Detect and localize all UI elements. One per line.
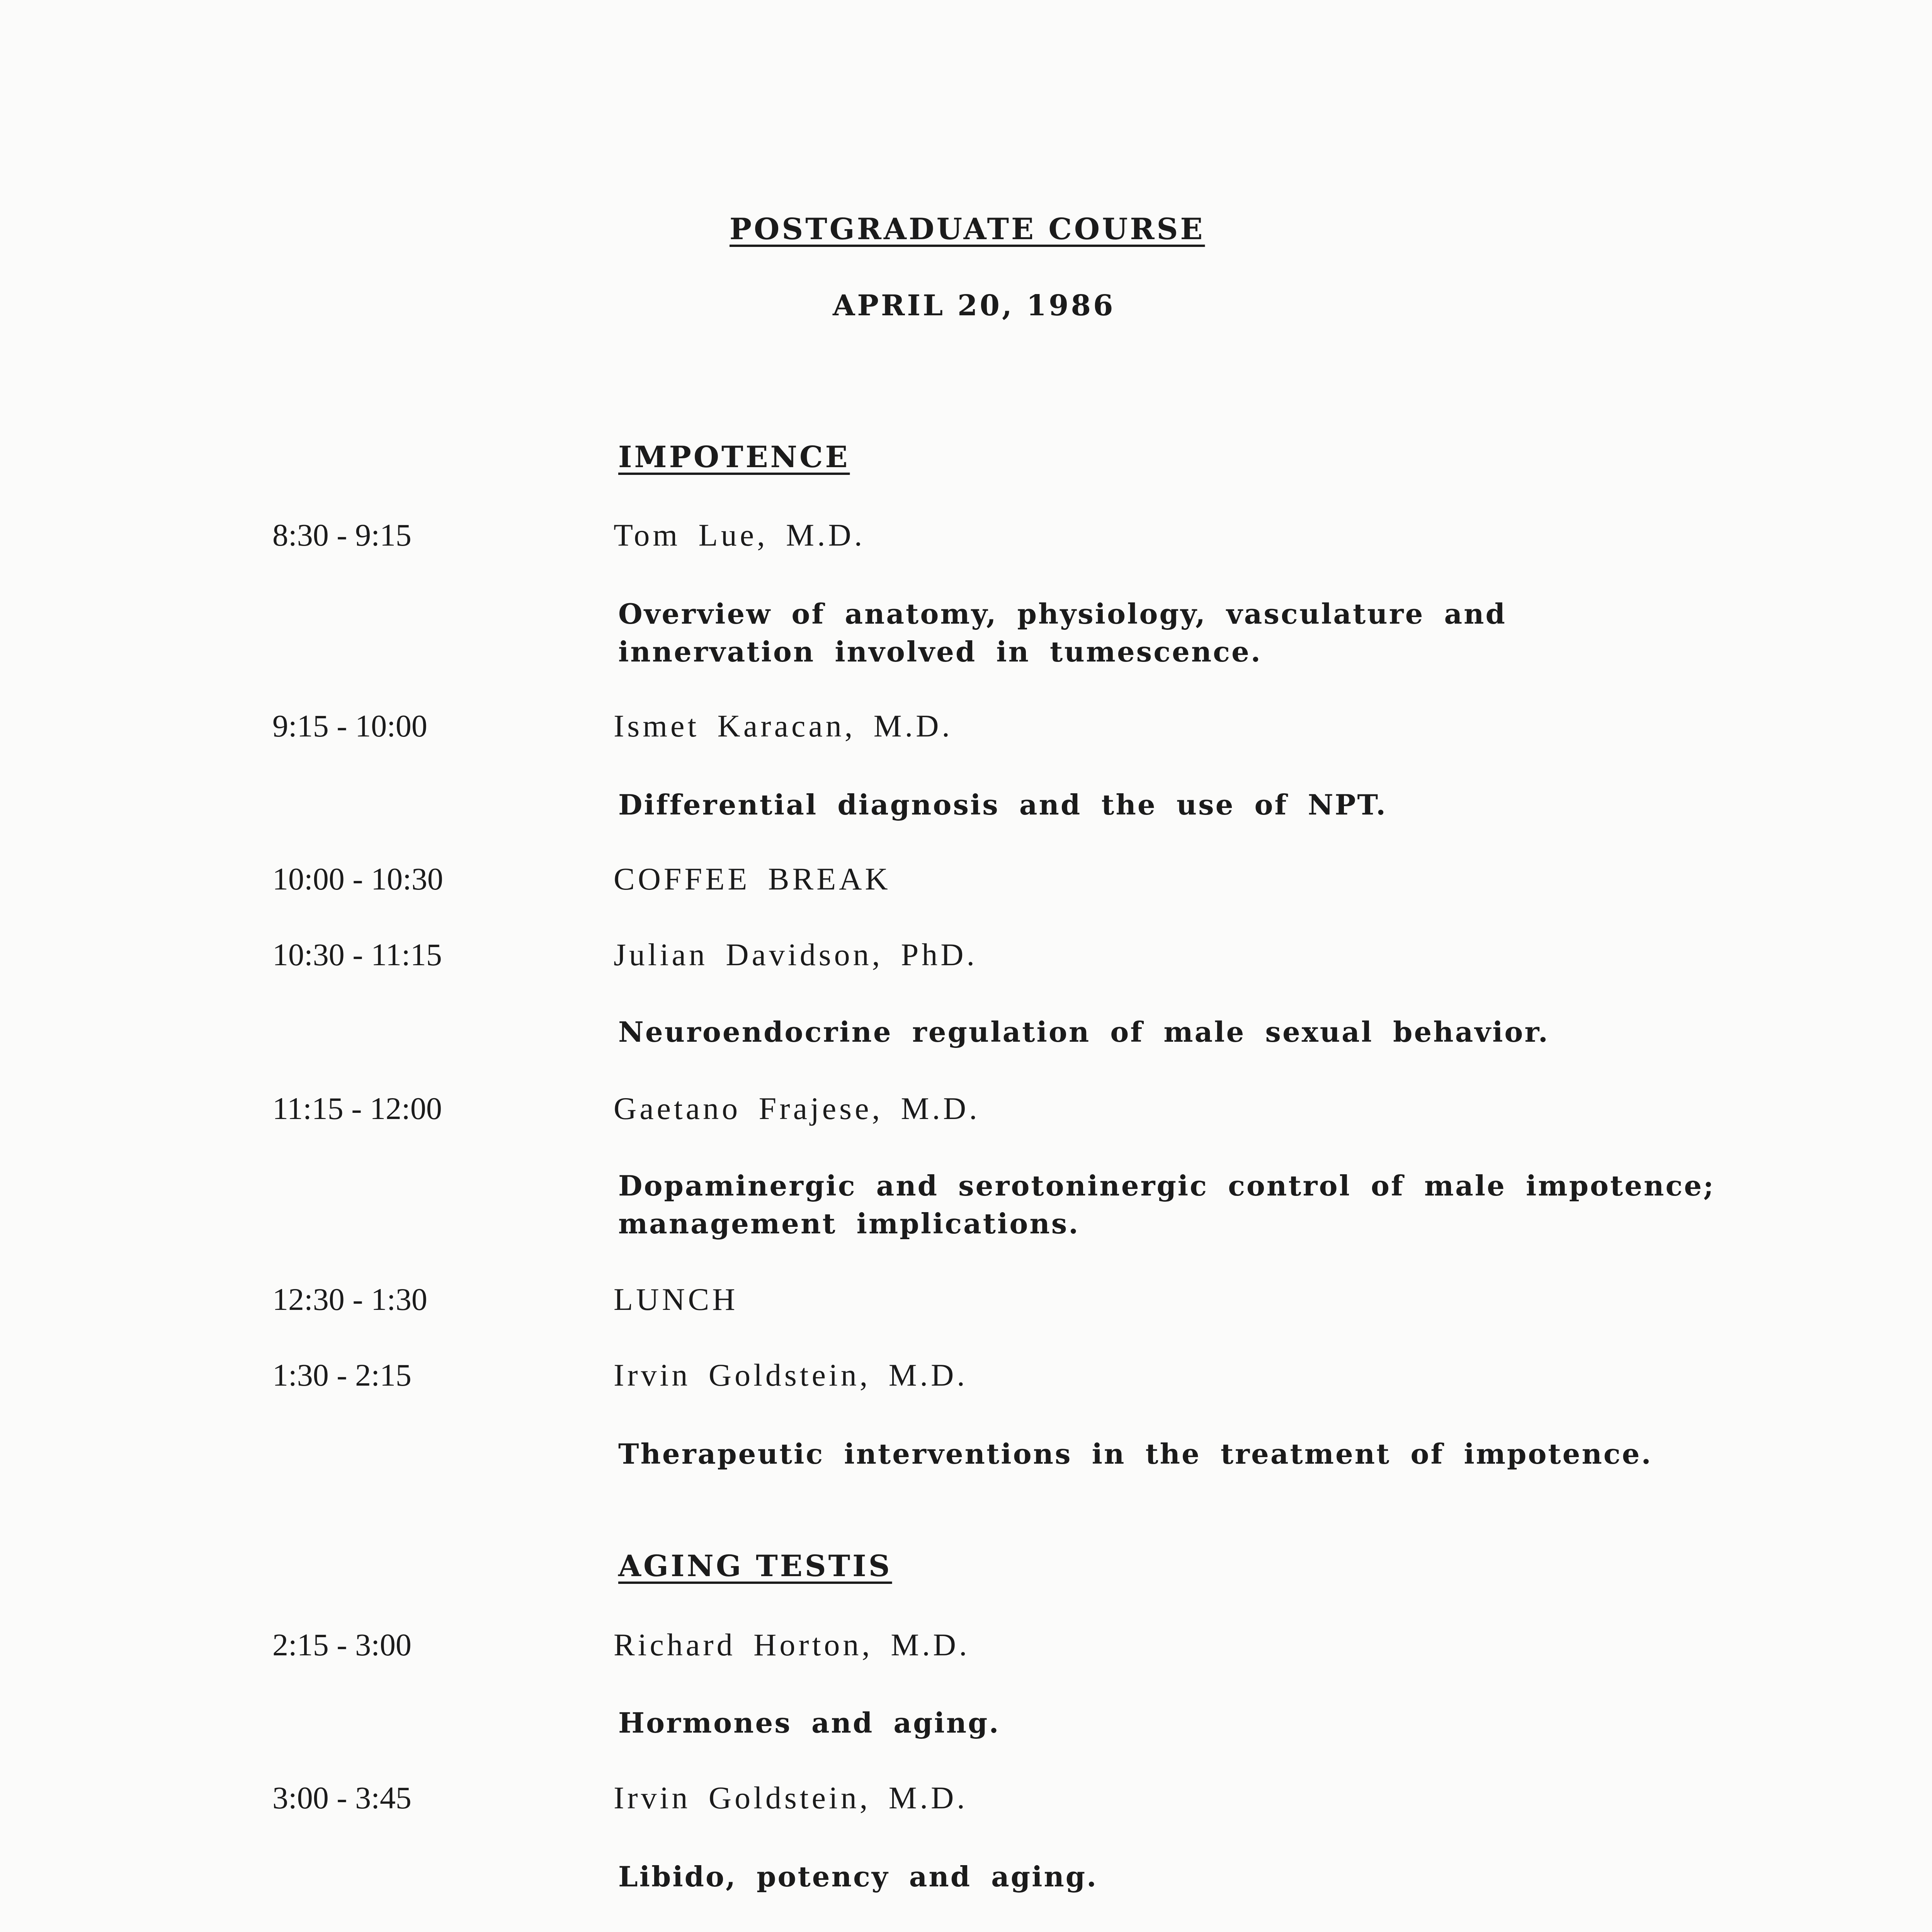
talk-topic: Therapeutic interventions in the treatment of impotence. (618, 1437, 1653, 1470)
break-label: COFFEE BREAK (614, 861, 891, 896)
speaker-name: Julian Davidson, PhD. (614, 937, 978, 972)
talk-topic: Neuroendocrine regulation of male sexual behavior. (618, 1015, 1549, 1048)
talk-topic: Overview of anatomy, physiology, vasculature and (618, 597, 1507, 630)
time-slot: 8:30 - 9:15 (272, 517, 412, 553)
course-title: POSTGRADUATE COURSE (730, 212, 1205, 246)
time-slot: 12:30 - 1:30 (272, 1282, 427, 1317)
talk-topic: management implications. (618, 1207, 1080, 1240)
time-slot: 11:15 - 12:00 (272, 1091, 442, 1126)
time-slot: 9:15 - 10:00 (272, 708, 427, 743)
talk-topic: Differential diagnosis and the use of NPT. (618, 788, 1387, 821)
talk-topic: innervation involved in tumescence. (618, 635, 1262, 668)
speaker-name: Irvin Goldstein, M.D. (614, 1780, 968, 1815)
time-slot: 10:30 - 11:15 (272, 937, 442, 972)
time-slot: 3:00 - 3:45 (272, 1780, 412, 1815)
speaker-name: Gaetano Frajese, M.D. (614, 1091, 980, 1126)
section-title-aging-testis: AGING TESTIS (618, 1549, 892, 1583)
talk-topic: Dopaminergic and serotoninergic control of male impotence; (618, 1169, 1715, 1202)
speaker-name: Irvin Goldstein, M.D. (614, 1357, 968, 1393)
speaker-name: Richard Horton, M.D. (614, 1627, 970, 1662)
section-title-impotence: IMPOTENCE (618, 440, 850, 474)
time-slot: 10:00 - 10:30 (272, 861, 443, 896)
speaker-name: Tom Lue, M.D. (614, 517, 866, 553)
course-date: APRIL 20, 1986 (833, 289, 1116, 322)
time-slot: 2:15 - 3:00 (272, 1627, 412, 1662)
speaker-name: Ismet Karacan, M.D. (614, 708, 953, 743)
time-slot: 1:30 - 2:15 (272, 1357, 412, 1393)
talk-topic: Libido, potency and aging. (618, 1860, 1098, 1893)
talk-topic: Hormones and aging. (618, 1706, 1000, 1739)
break-label: LUNCH (614, 1282, 738, 1317)
